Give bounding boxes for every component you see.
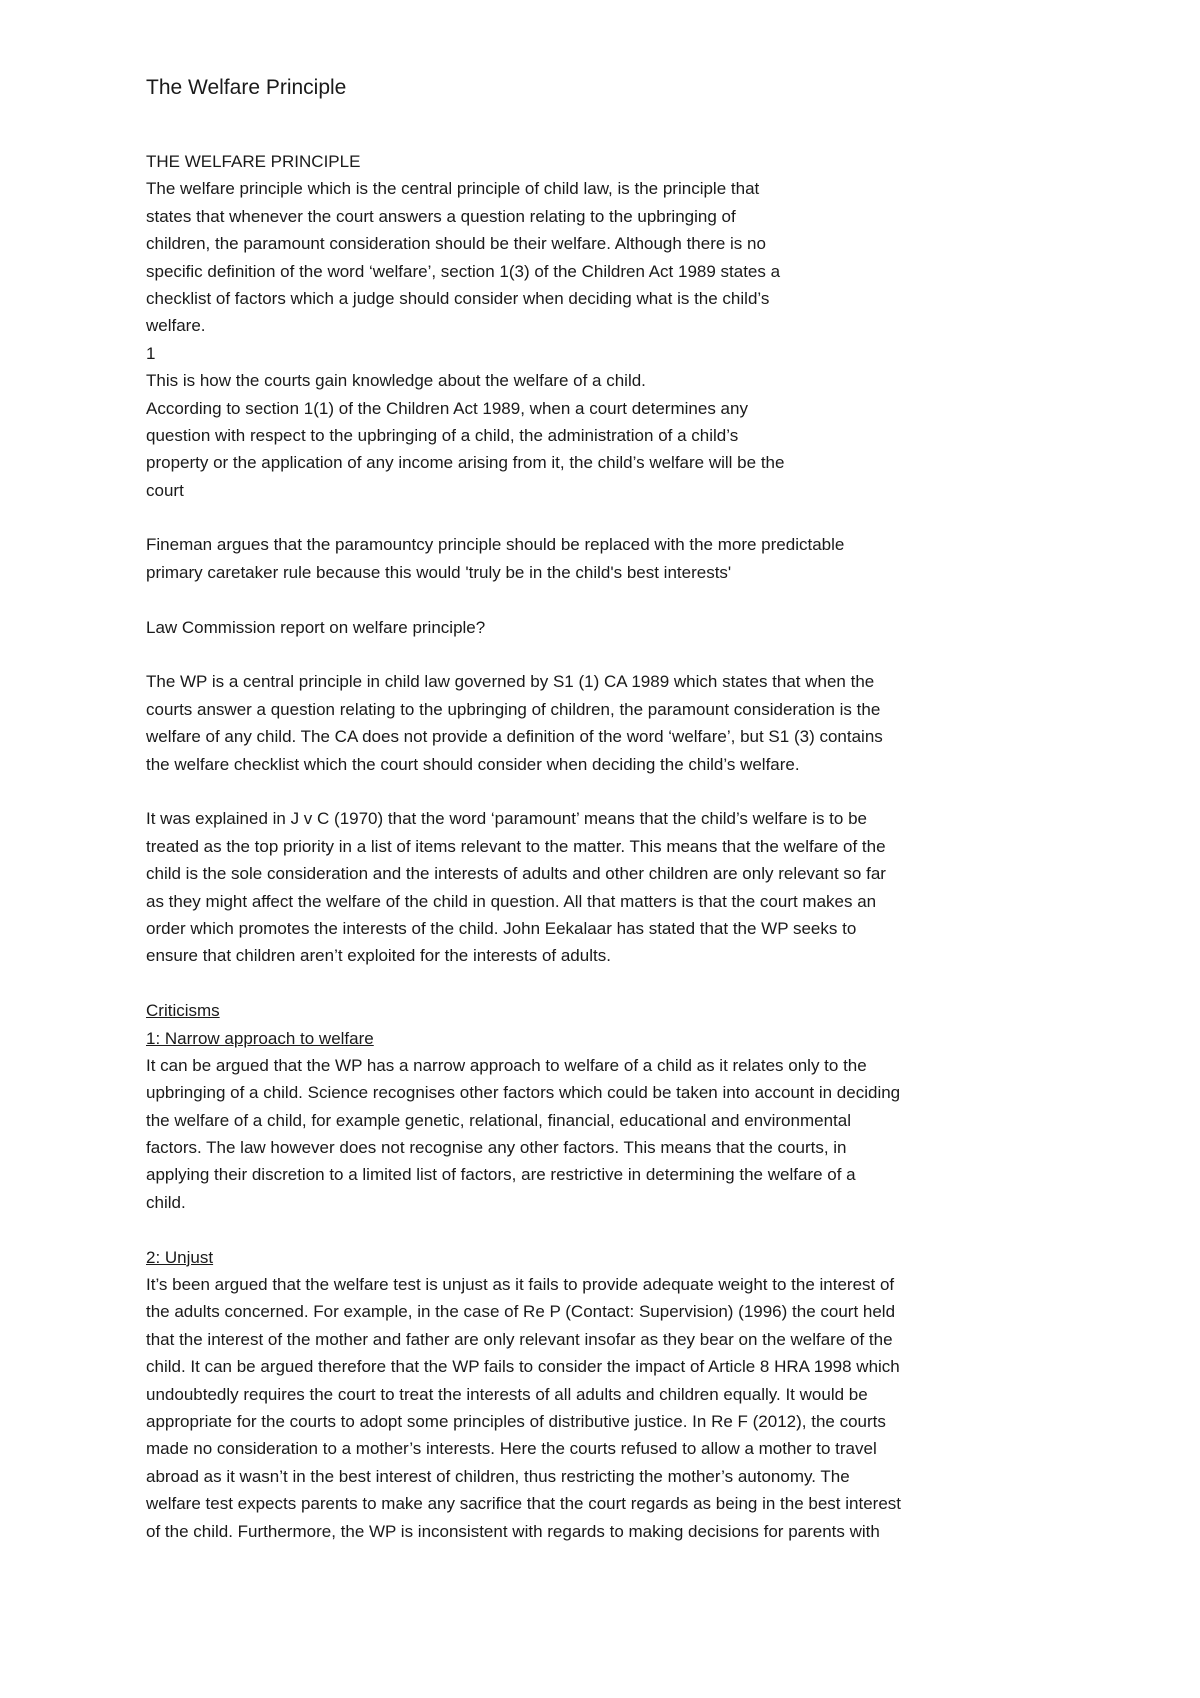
text-line: treated as the top priority in a list of items relevant to the matter. This means that the welfare of the (146, 836, 886, 856)
text-line: primary caretaker rule because this would 'truly be in the child's best interests' (146, 562, 732, 582)
text-line: undoubtedly requires the court to treat the interests of all adults and children equally. It would be (146, 1384, 868, 1404)
document-title: The Welfare Principle (146, 76, 347, 99)
text-line: The WP is a central principle in child law governed by S1 (1) CA 1989 which states that when the (146, 672, 875, 692)
text-line: child. (146, 1192, 186, 1212)
text-line: of the child. Furthermore, the WP is inconsistent with regards to making decisions for parents with (146, 1521, 880, 1541)
blank-line (146, 778, 1086, 805)
text-line: states that whenever the court answers a question relating to the upbringing of (146, 206, 736, 226)
text-line: question with respect to the upbringing of a child, the administration of a child’s (146, 425, 739, 445)
text-line: welfare of any child. The CA does not provide a definition of the word ‘welfare’, but S1 (3) contains (146, 727, 883, 747)
section-heading: Criticisms (146, 1001, 220, 1021)
text-line: court (146, 480, 184, 500)
blank-line (146, 641, 1086, 668)
text-line: made no consideration to a mother’s interests. Here the courts refused to allow a mother to travel (146, 1439, 877, 1459)
blank-line (146, 1216, 1086, 1243)
text-line: child is the sole consideration and the interests of adults and other children are only relevant so far (146, 864, 886, 884)
text-line: According to section 1(1) of the Children Act 1989, when a court determines any (146, 398, 748, 418)
text-line: ensure that children aren’t exploited for the interests of adults. (146, 946, 611, 966)
blank-line (146, 586, 1086, 613)
text-line: The welfare principle which is the central principle of child law, is the principle that (146, 179, 760, 199)
text-line: specific definition of the word ‘welfare’, section 1(3) of the Children Act 1989 states a (146, 261, 781, 281)
text-line: as they might affect the welfare of the child in question. All that matters is that the court makes an (146, 891, 877, 911)
blank-line (146, 504, 1086, 531)
text-line: factors. The law however does not recognise any other factors. This means that the courts, in (146, 1138, 847, 1158)
text-line: the welfare of a child, for example genetic, relational, financial, educational and environmental (146, 1110, 851, 1130)
text-line: welfare test expects parents to make any sacrifice that the court regards as being in the best interest (146, 1494, 902, 1514)
text-line: that the interest of the mother and father are only relevant insofar as they bear on the welfare of the (146, 1329, 893, 1349)
text-line: It’s been argued that the welfare test is unjust as it fails to provide adequate weight to the interest of (146, 1275, 895, 1295)
text-line: property or the application of any income arising from it, the child’s welfare will be the (146, 453, 785, 473)
text-line: abroad as it wasn’t in the best interest of children, thus restricting the mother’s autonomy. The (146, 1466, 850, 1486)
text-line: upbringing of a child. Science recognises other factors which could be taken into account in deciding (146, 1083, 901, 1103)
text-line: welfare. (146, 316, 206, 336)
text-line: This is how the courts gain knowledge about the welfare of a child. (146, 371, 646, 391)
text-line: 1 (146, 343, 156, 363)
text-line: the adults concerned. For example, in the case of Re P (Contact: Supervision) (1996) the court held (146, 1302, 896, 1322)
text-line: order which promotes the interests of the child. John Eekalaar has stated that the WP seeks to (146, 918, 857, 938)
blank-line (146, 970, 1086, 997)
section-heading: 1: Narrow approach to welfare (146, 1028, 374, 1048)
text-line: children, the paramount consideration should be their welfare. Although there is no (146, 234, 766, 254)
document-body (146, 148, 1086, 1545)
text-line: the welfare checklist which the court should consider when deciding the child’s welfare. (146, 754, 800, 774)
text-line: THE WELFARE PRINCIPLE (146, 152, 361, 171)
text-line: applying their discretion to a limited list of factors, are restrictive in determining the welfare of a (146, 1165, 856, 1185)
text-line: courts answer a question relating to the upbringing of children, the paramount consideration is the (146, 699, 881, 719)
section-heading: 2: Unjust (146, 1247, 214, 1267)
text-line: It was explained in J v C (1970) that the word ‘paramount’ means that the child’s welfare is to be (146, 809, 867, 829)
text-line: Fineman argues that the paramountcy principle should be replaced with the more predictable (146, 535, 845, 555)
text-line: appropriate for the courts to adopt some principles of distributive justice. In Re F (2012), the courts (146, 1411, 886, 1431)
text-line: checklist of factors which a judge should consider when deciding what is the child’s (146, 288, 770, 308)
text-line: child. It can be argued therefore that the WP fails to consider the impact of Article 8 HRA 1998 which (146, 1357, 900, 1377)
text-line: Law Commission report on welfare principle? (146, 617, 486, 637)
text-line: It can be argued that the WP has a narrow approach to welfare of a child as it relates only to the (146, 1055, 867, 1075)
